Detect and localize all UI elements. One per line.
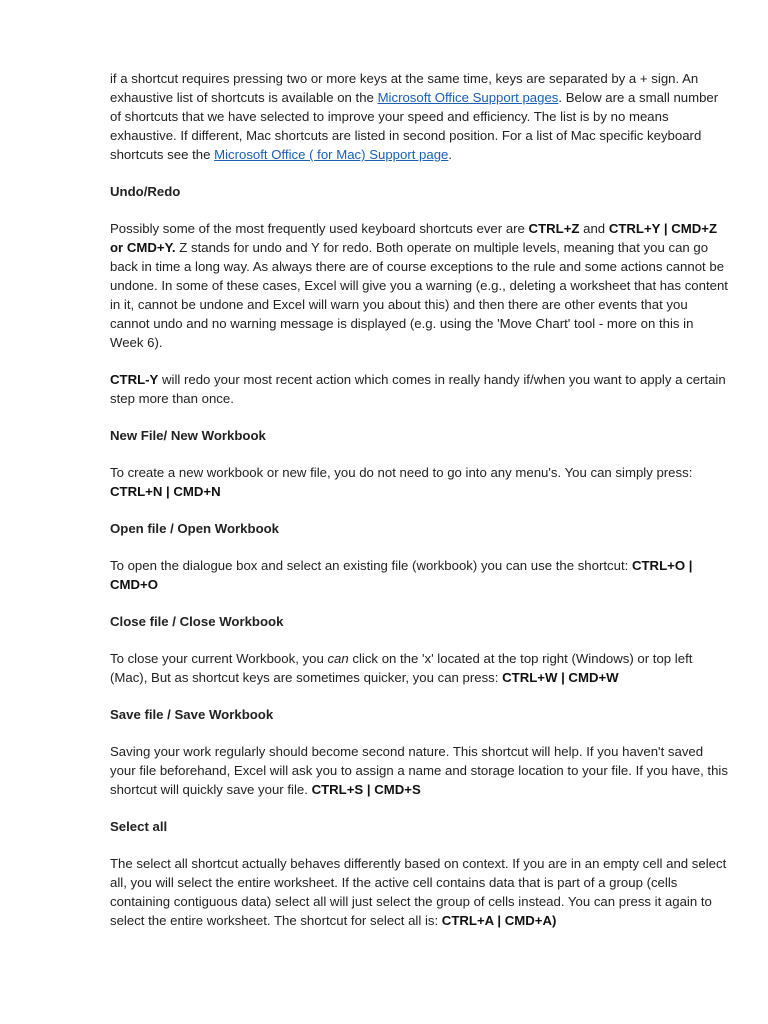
close-file-text-1: To close your current Workbook, you xyxy=(110,651,328,666)
open-file-text: To open the dialogue box and select an existing file (workbook) you can use the shortcut: xyxy=(110,558,632,573)
select-all-text: The select all shortcut actually behaves differently based on context. If you are in an empty cell and select all, you will select the entire worksheet. If the active cell contains data that is part of a group (cells containing contiguous data) select all will just select the group of cells instead. You can press it again to select the entire worksheet. The shortcut for select all is: xyxy=(110,856,727,928)
save-file-text: Saving your work regularly should become second nature. This shortcut will help. If you haven't saved your file beforehand, Excel will ask you to assign a name and storage location to your file. If you have, this shortcut will quickly save your file. xyxy=(110,744,728,797)
close-file-paragraph xyxy=(110,649,728,687)
undo-text-1: Possibly some of the most frequently used keyboard shortcuts ever are xyxy=(110,221,529,236)
heading-close-file: Close file / Close Workbook xyxy=(110,614,284,629)
shortcut-ctrl-o: CTRL+O | CMD+O xyxy=(110,558,693,592)
heading-undo-redo: Undo/Redo xyxy=(110,184,181,199)
undo-text-2: and xyxy=(579,221,609,236)
close-file-emphasis: can xyxy=(327,651,349,666)
heading-select-all: Select all xyxy=(110,819,168,834)
intro-text-2: . Below are a small number of shortcuts that we have selected to improve your speed and efficiency. The list is by no means exhaustive. If different, Mac shortcuts are listed in second position. For a list of Mac specific keyboard shortcuts see the xyxy=(110,90,719,162)
shortcut-ctrl-w: CTRL+W | CMD+W xyxy=(502,670,619,685)
shortcut-ctrl-y-redo: CTRL-Y xyxy=(110,372,159,387)
intro-text-1: if a shortcut requires pressing two or more keys at the same time, keys are separated by a + sign. An exhaustive list of shortcuts is available on the xyxy=(110,71,699,105)
close-file-text-2: click on the 'x' located at the top right (Windows) or top left (Mac), But as shortcut keys are sometimes quicker, you can press: xyxy=(110,651,693,685)
heading-new-file: New File/ New Workbook xyxy=(110,428,266,443)
shortcut-ctrl-z: CTRL+Z xyxy=(528,221,580,236)
shortcut-ctrl-a: CTRL+A | CMD+A) xyxy=(441,913,557,928)
new-file-text: To create a new workbook or new file, you do not need to go into any menu's. You can simply press: xyxy=(110,465,693,480)
heading-save-file: Save file / Save Workbook xyxy=(110,707,274,722)
shortcut-ctrl-y: CTRL+Y | CMD+Z or CMD+Y. xyxy=(110,221,718,255)
intro-text-3: . xyxy=(448,147,453,162)
undo-text-3: Z stands for undo and Y for redo. Both operate on multiple levels, meaning that you can go back in time a long way. As always there are of course exceptions to the rule and some actions cannot be undone. In some of these cases, Excel will give you a warning (e.g., deleting a worksheet that has content in it, cannot be undone and Excel will warn you about this) and then there are other events that you cannot undo and no warning message is displayed (e.g. using the 'Move Chart' tool - more on this in Week 6). xyxy=(110,240,728,350)
new-file-paragraph xyxy=(110,463,728,501)
intro-paragraph xyxy=(110,69,728,164)
heading-open-file: Open file / Open Workbook xyxy=(110,521,280,536)
microsoft-office-mac-support-link[interactable]: Microsoft Office ( for Mac) Support page xyxy=(214,147,449,162)
save-file-paragraph xyxy=(110,742,728,799)
undo-paragraph xyxy=(110,219,728,352)
redo-paragraph xyxy=(110,370,728,408)
open-file-paragraph xyxy=(110,556,728,594)
select-all-paragraph xyxy=(110,854,728,930)
redo-text: will redo your most recent action which comes in really handy if/when you want to apply a certain step more than once. xyxy=(110,372,726,406)
microsoft-office-support-link[interactable]: Microsoft Office Support pages xyxy=(377,90,559,105)
shortcut-ctrl-s: CTRL+S | CMD+S xyxy=(311,782,421,797)
shortcut-ctrl-n: CTRL+N | CMD+N xyxy=(110,484,221,499)
